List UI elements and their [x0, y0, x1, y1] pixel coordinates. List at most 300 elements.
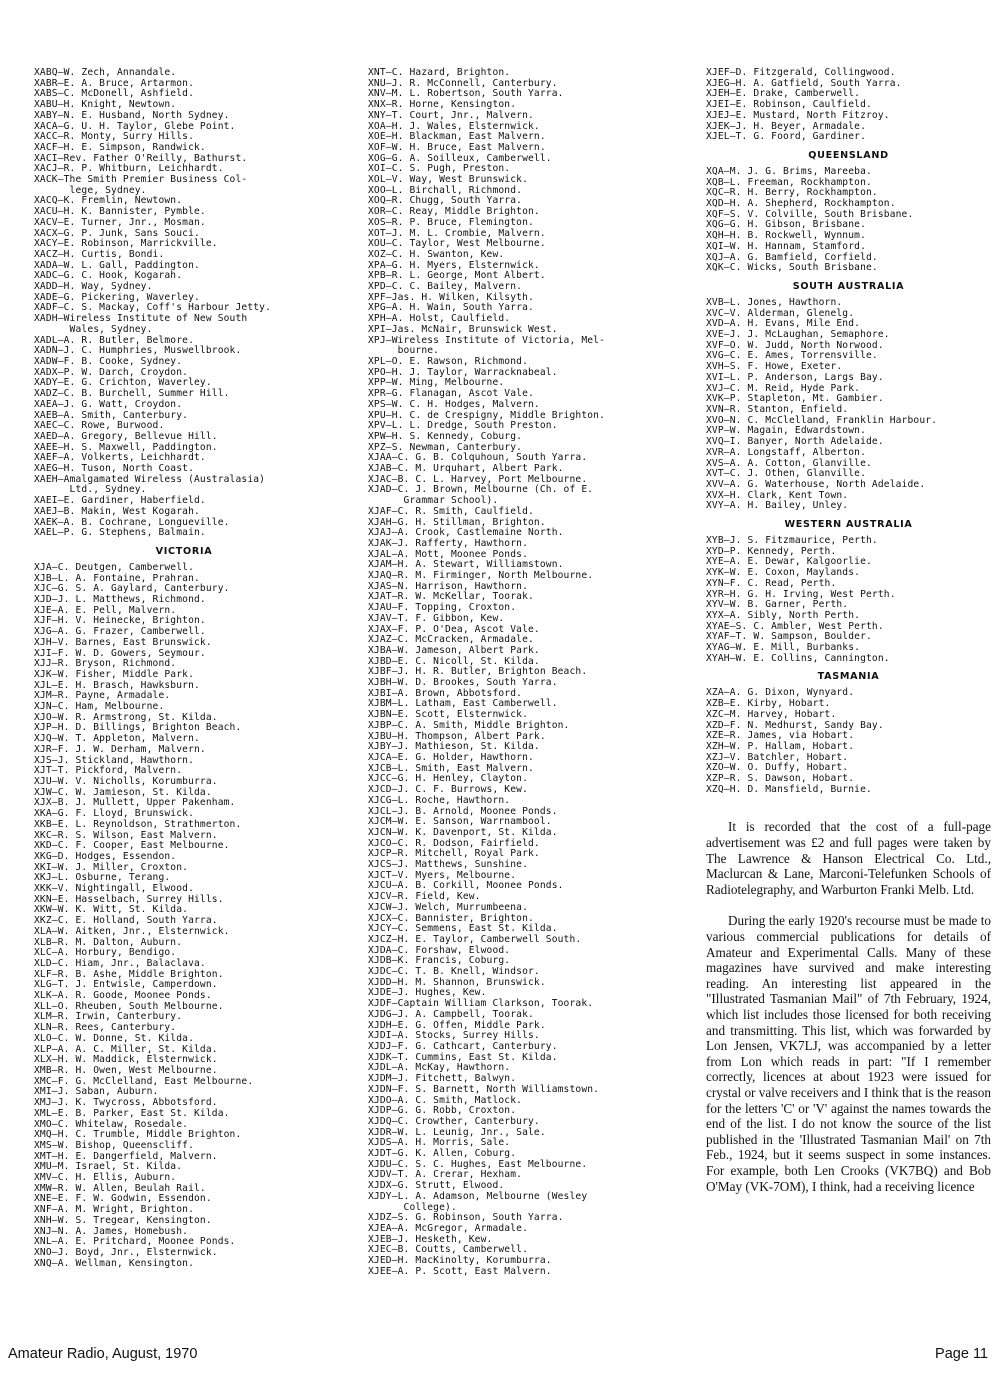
call-sign-entry: XYN—F. C. Read, Perth. — [706, 577, 837, 589]
call-sign-entry: XADA—W. L. Gall, Paddington. — [34, 259, 200, 271]
call-sign-entry: XVJ—C. M. Reid, Hyde Park. — [706, 382, 861, 394]
call-sign-entry: XYX—A. Sibly, North Perth. — [706, 609, 861, 621]
call-sign-entry: XLO—C. W. Donne, St. Kilda. — [34, 1032, 194, 1044]
call-sign-entry: XNU—J. R. McConnell, Canterbury. — [368, 77, 558, 89]
call-sign-entry: XKK—V. Nightingall, Elwood. — [34, 883, 194, 895]
call-sign-entry: XOU—C. Taylor, West Melbourne. — [368, 238, 546, 250]
western-australia-heading: WESTERN AUSTRALIA — [784, 519, 913, 531]
call-sign-entry: XYAG—W. E. Mill, Burbanks. — [706, 642, 861, 654]
call-sign-entry: XMW—R. W. Allen, Beulah Rail. — [34, 1182, 206, 1194]
call-sign-entry: XOI—C. S. Pugh, Preston. — [368, 163, 511, 175]
call-sign-entry: XJDV—T. A. Crerar, Hexham. — [368, 1169, 523, 1181]
call-sign-entry: XJO—W. R. Armstrong, St. Kilda. — [34, 711, 218, 723]
call-sign-entry: XLG—T. J. Entwisle, Camperdown. — [34, 979, 218, 991]
call-sign-entry: XOE—H. Blackman, East Malvern. — [368, 131, 546, 143]
call-sign-entry: XYR—H. G. H. Irving, West Perth. — [706, 588, 896, 600]
call-sign-entry: XABS—C. McDonell, Ashfield. — [34, 88, 194, 100]
call-sign-entry: XJBH—W. D. Brookes, South Yarra. — [368, 677, 558, 689]
call-sign-entry: XPI—Jas. McNair, Brunswick West. — [368, 323, 558, 335]
call-sign-entry: XJAV—T. F. Gibbon, Kew. — [368, 612, 505, 624]
call-sign-entry: XJS—J. Stickland, Hawthorn. — [34, 754, 194, 766]
call-sign-entry: XZB—E. Kirby, Hobart. — [706, 698, 831, 710]
call-sign-entry: XPS—W. C. H. Hodges, Malvern. — [368, 398, 540, 410]
call-sign-entry: XJBI—A. Brown, Abbotsford. — [368, 687, 523, 699]
call-sign-entry: XJDY—L. A. Adamson, Melbourne (Wesley — [368, 1190, 588, 1202]
call-sign-entry: XJG—A. G. Frazer, Camberwell. — [34, 626, 206, 638]
call-sign-entry: XJAD—C. J. Brown, Melbourne (Ch. of E. — [368, 484, 594, 496]
victoria-call-list — [34, 563, 334, 1269]
call-sign-entry: XJBA—W. Jameson, Albert Park. — [368, 644, 540, 656]
call-sign-entry: XZC—M. Harvey, Hobart. — [706, 708, 837, 720]
call-sign-entry: XLM—R. Irwin, Canterbury. — [34, 1011, 183, 1023]
call-sign-entry: XPB—R. L. George, Mont Albert. — [368, 270, 546, 282]
call-sign-entry: XOG—G. A. Soilleux, Camberwell. — [368, 152, 552, 164]
call-sign-entry: XJI—F. W. D. Gowers, Seymour. — [34, 647, 206, 659]
call-sign-entry: XPA—G. H. Myers, Elsternwick. — [368, 259, 540, 271]
call-sign-entry: XNX—R. Horne, Kensington. — [368, 99, 517, 111]
call-sign-entry: XJEG—H. A. Gatfield, South Yarra. — [706, 77, 902, 89]
call-sign-entry: XAEG—H. Tuson, North Coast. — [34, 463, 194, 475]
call-sign-entry: XJAC—B. C. L. Harvey, Port Melbourne. — [368, 473, 588, 485]
victoria-call-list-continued — [368, 68, 668, 1277]
call-sign-entry: XVI—L. P. Anderson, Largs Bay. — [706, 371, 884, 383]
call-sign-entry: XLP—A. A. C. Miller, St. Kilda. — [34, 1043, 218, 1055]
call-sign-entry: XJEC—B. Coutts, Camberwell. — [368, 1244, 528, 1256]
call-sign-entry: XABY—N. E. Husband, North Sydney. — [34, 109, 230, 121]
call-sign-entry: XQD—H. A. Shepherd, Rockhampton. — [706, 198, 896, 210]
call-sign-entry: XZQ—H. D. Mansfield, Burnie. — [706, 783, 872, 795]
call-sign-entry: XJE—A. E. Pell, Malvern. — [34, 604, 177, 616]
tasmania-heading: TASMANIA — [817, 671, 880, 683]
call-sign-entry: XAEB—A. Smith, Canterbury. — [34, 409, 189, 421]
call-sign-entry: XKN—E. Hasselbach, Surrey Hills. — [34, 893, 224, 905]
call-sign-entry: XJCM—W. E. Sanson, Warrnambool. — [368, 816, 552, 828]
call-sign-entry: XJQ—W. T. Appleton, Malvern. — [34, 733, 200, 745]
call-sign-entry: XMQ—H. C. Trumble, Middle Brighton. — [34, 1129, 242, 1141]
call-sign-entry: XJDF—Captain William Clarkson, Toorak. — [368, 998, 594, 1010]
call-sign-entry: XKA—G. F. Lloyd, Brunswick. — [34, 808, 194, 820]
call-sign-entry: XLL—O. Rheuben, South Melbourne. — [34, 1000, 224, 1012]
call-sign-entry: XADL—A. R. Butler, Belmore. — [34, 334, 194, 346]
call-sign-entry: XQK—C. Wicks, South Brisbane. — [706, 262, 878, 274]
call-sign-entry: XVS—A. A. Cotton, Glanville. — [706, 457, 872, 469]
call-sign-entry: XABQ—W. Zech, Annandale. — [34, 67, 177, 78]
call-sign-entry: XJEB—J. Hesketh, Kew. — [368, 1233, 493, 1245]
call-sign-entry: XADY—E. G. Crichton, Waverley. — [34, 377, 212, 389]
call-sign-entry: XZJ—V. Batchler, Hobart. — [706, 751, 849, 763]
call-sign-entry: XNY—T. Court, Jnr., Malvern. — [368, 109, 534, 121]
call-sign-entry: XJDQ—C. Crowther, Canterbury. — [368, 1115, 540, 1127]
call-sign-entry: XAEJ—B. Makin, West Kogarah. — [34, 505, 200, 517]
call-sign-entry: XOT—J. M. L. Crombie, Malvern. — [368, 227, 546, 239]
call-sign-entry: XJDS—A. H. Morris, Sale. — [368, 1137, 511, 1149]
call-sign-entry: XJX—B. J. Mullett, Upper Pakenham. — [34, 797, 236, 809]
call-sign-entry: XVC—V. Alderman, Glenelg. — [706, 307, 855, 319]
call-sign-entry: XJDO—A. C. Smith, Matlock. — [368, 1094, 523, 1106]
call-sign-entry: XJP—H. D. Billings, Brighton Beach. — [34, 722, 242, 734]
call-sign-entry: XVF—O. W. Judd, North Norwood. — [706, 339, 884, 351]
article-paragraph-1: It is recorded that the cost of a full-page advertisement was £2 and full pages were taken by The Lawrence & Hanson Electrical Co. Ltd., Maclurcan & Lane, Marconi-Telefunken Schools of Radiotelegraphy, and Warburton Franki Melb. Ltd. — [706, 819, 991, 897]
call-sign-entry: XAEF—A. Volkerts, Leichhardt. — [34, 452, 206, 464]
call-sign-entry: XJA—C. Deutgen, Camberwell. — [34, 561, 194, 573]
call-sign-entry: XACC—R. Monty, Surry Hills. — [34, 131, 194, 143]
call-sign-entry: XJCT—V. Myers, Melbourne. — [368, 869, 517, 881]
call-sign-entry: XNJ—N. A. James, Homebush. — [34, 1225, 189, 1237]
call-sign-entry: XJED—H. MacKinolty, Korumburra. — [368, 1255, 552, 1267]
call-sign-entry: XJBM—L. Latham, East Camberwell. — [368, 698, 558, 710]
call-sign-entry: XJAM—H. A. Stewart, Williamstown. — [368, 559, 564, 571]
call-sign-entry: XVB—L. Jones, Hawthorn. — [706, 296, 843, 308]
call-sign-entry: XJDB—K. Francis, Coburg. — [368, 955, 511, 967]
call-sign-entry: XJDM—J. Fitchett, Balwyn. — [368, 1073, 517, 1085]
call-sign-entry: XADE—G. Pickering, Waverley. — [34, 291, 200, 303]
tasmania-call-list — [706, 688, 991, 795]
call-sign-entry: XPH—A. Holst, Caulfield. — [368, 313, 511, 325]
call-sign-entry: XZD—F. N. Medhurst, Sandy Bay. — [706, 719, 884, 731]
nsw-call-list — [34, 68, 334, 539]
call-sign-entry: XJR—F. J. W. Derham, Malvern. — [34, 743, 206, 755]
call-sign-entry: Grammar School). — [368, 495, 499, 507]
call-sign-entry: XAEL—P. G. Stephens, Balmain. — [34, 527, 206, 539]
call-sign-entry: XNT—C. Hazard, Brighton. — [368, 67, 511, 78]
call-sign-entry: XPU—H. C. de Crespigny, Middle Brighton. — [368, 409, 606, 421]
call-sign-entry: XQJ—A. G. Bamfield, Corfield. — [706, 251, 878, 263]
call-sign-entry: XJAQ—R. M. Firminger, North Melbourne. — [368, 570, 594, 582]
call-sign-entry: XJCU—A. B. Corkill, Moonee Ponds. — [368, 880, 564, 892]
call-sign-entry: XJBD—E. C. Nicoll, St. Kilda. — [368, 655, 540, 667]
call-sign-entry: XNL—A. E. Pritchard, Moonee Ponds. — [34, 1236, 236, 1248]
call-sign-entry: XVK—P. Stapleton, Mt. Gambier. — [706, 393, 884, 405]
call-sign-entry: XADW—F. B. Cooke, Sydney. — [34, 355, 183, 367]
call-sign-entry: XOL—V. Way, West Brunswick. — [368, 174, 528, 186]
call-sign-entry: XACI—Rev. Father O'Reilly, Bathurst. — [34, 152, 248, 164]
call-sign-entry: XJCO—C. R. Dodson, Fairfield. — [368, 837, 540, 849]
south-australia-call-list — [706, 298, 991, 512]
call-sign-entry: XABU—H. Knight, Newtown. — [34, 99, 177, 111]
call-sign-entry: XJDX—G. Strutt, Elwood. — [368, 1180, 505, 1192]
call-sign-entry: XVE—J. J. McLaughan, Semaphore. — [706, 329, 890, 341]
call-sign-entry: XKG—D. Hodges, Essendon. — [34, 850, 177, 862]
call-sign-entry: bourne. — [368, 345, 440, 357]
call-sign-entry: XADH—Wireless Institute of New South — [34, 313, 248, 325]
call-sign-entry: XJCZ—H. E. Taylor, Camberwell South. — [368, 933, 582, 945]
call-sign-entry: XPW—H. S. Kennedy, Coburg. — [368, 430, 523, 442]
call-sign-entry: XJM—R. Payne, Armadale. — [34, 690, 171, 702]
call-sign-entry: XJEH—E. Drake, Camberwell. — [706, 88, 861, 100]
call-sign-entry: XJCY—C. Semmens, East St. Kilda. — [368, 923, 558, 935]
call-sign-entry: XJEJ—E. Mustard, North Fitzroy. — [706, 109, 890, 121]
call-sign-entry: XJCS—J. Matthews, Sunshine. — [368, 859, 528, 871]
call-sign-entry: XACV—E. Turner, Jnr., Mosman. — [34, 216, 206, 228]
call-sign-entry: XNH—W. S. Tregear, Kensington. — [34, 1214, 212, 1226]
call-sign-entry: XVP—W. Magain, Edwardstown. — [706, 425, 866, 437]
call-sign-entry: XJCW—J. Welch, Murrumbeena. — [368, 901, 528, 913]
call-sign-entry: XNQ—A. Wellman, Kensington. — [34, 1257, 194, 1269]
call-sign-entry: XQA—M. J. G. Brims, Mareeba. — [706, 165, 872, 177]
call-sign-entry: XVX—H. Clark, Kent Town. — [706, 489, 849, 501]
call-sign-entry: XJU—W. V. Nicholls, Korumburra. — [34, 776, 218, 787]
call-sign-entry: XJDC—C. T. B. Knell, Windsor. — [368, 966, 540, 978]
call-sign-entry: XYE—A. E. Dewar, Kalgoorlie. — [706, 556, 872, 568]
call-sign-entry: XPG—A. H. Wain, South Yarra. — [368, 302, 534, 314]
call-sign-entry: XACX—G. P. Junk, Sans Souci. — [34, 227, 200, 239]
call-sign-entry: XJBY—J. Mathieson, St. Kilda. — [368, 741, 540, 753]
call-sign-entry: XJAT—R. W. McKellar, Toorak. — [368, 591, 534, 603]
call-sign-entry: XJDG—J. A. Campbell, Toorak. — [368, 1008, 534, 1020]
call-sign-entry: XNF—A. M. Wright, Brighton. — [34, 1204, 194, 1216]
call-sign-entry: XACK—The Smith Premier Business Col- — [34, 174, 248, 186]
call-sign-entry: XJW—C. W. Jamieson, St. Kilda. — [34, 786, 212, 798]
call-sign-entry: XPF—Jas. H. Wilken, Kilsyth. — [368, 291, 534, 303]
call-sign-entry: XJCP—R. Mitchell, Royal Park. — [368, 848, 540, 860]
call-sign-entry: XJEK—J. H. Beyer, Armadale. — [706, 120, 866, 132]
call-sign-entry: XAED—A. Gregory, Bellevue Hill. — [34, 430, 218, 442]
call-sign-entry: XMC—F. G. McClelland, East Melbourne. — [34, 1075, 254, 1087]
call-sign-entry: XJEA—A. McGregor, Armadale. — [368, 1222, 528, 1234]
queensland-call-list — [706, 167, 991, 274]
call-sign-entry: XQC—R. H. Berry, Rockhampton. — [706, 187, 878, 199]
call-sign-entry: XZO—W. O. Duffy, Hobart. — [706, 762, 849, 774]
call-sign-entry: XZE—R. James, via Hobart. — [706, 730, 855, 742]
call-sign-entry: XVN—R. Stanton, Enfield. — [706, 403, 849, 415]
call-sign-entry: XABR—E. A. Bruce, Artarmon. — [34, 77, 194, 89]
call-sign-entry: XOR—C. Reay, Middle Brighton. — [368, 206, 540, 218]
call-sign-entry: XLD—C. Hiam, Jnr., Balaclava. — [34, 957, 206, 969]
call-sign-entry: XJDN—F. S. Barnett, North Williamstown. — [368, 1083, 600, 1095]
call-sign-entry: XJAK—J. Rafferty, Hawthorn. — [368, 537, 528, 549]
column-left — [34, 68, 334, 1269]
call-sign-entry: XAEC—C. Rowe, Burwood. — [34, 420, 165, 432]
call-sign-entry: XJAA—C. G. B. Colquhoun, South Yarra. — [368, 452, 588, 464]
call-sign-entry: XYD—P. Kennedy, Perth. — [706, 545, 837, 557]
call-sign-entry: XVR—A. Longstaff, Alberton. — [706, 446, 866, 458]
call-sign-entry: XJAJ—A. Crook, Castlemaine North. — [368, 527, 564, 539]
call-sign-entry: XLK—A. R. Goode, Moonee Ponds. — [34, 990, 212, 1002]
column-middle — [368, 68, 668, 1277]
call-sign-entry: XPZ—S. Newman, Canterbury. — [368, 441, 523, 453]
call-sign-entry: XQF—S. V. Colville, South Brisbane. — [706, 208, 914, 220]
call-sign-entry: XYK—W. E. Coxon, Maylands. — [706, 567, 861, 579]
call-sign-entry: Ltd., Sydney. — [34, 484, 147, 496]
call-sign-entry: XPR—G. Flanagan, Ascot Vale. — [368, 388, 534, 400]
call-sign-entry: XJAB—C. M. Urquhart, Albert Park. — [368, 463, 564, 475]
call-sign-entry: XJB—L. A. Fontaine, Prahran. — [34, 572, 200, 584]
call-sign-entry: XVT—C. J. Othen, Glanville. — [706, 468, 866, 480]
call-sign-entry: XJDK—T. Cummins, East St. Kilda. — [368, 1051, 558, 1063]
call-sign-entry: XJN—C. Ham, Melbourne. — [34, 701, 165, 713]
call-sign-entry: XJL—E. H. Brasch, Hawksburn. — [34, 679, 200, 691]
call-sign-entry: XAEK—A. B. Cochrane, Longueville. — [34, 516, 230, 528]
call-sign-entry: XVY—A. H. Bailey, Unley. — [706, 500, 849, 512]
call-sign-entry: XMI—J. Saban, Auburn. — [34, 1086, 159, 1098]
call-sign-entry: XADD—H. Way, Sydney. — [34, 281, 153, 293]
call-sign-entry: XYAH—W. E. Collins, Cannington. — [706, 652, 890, 664]
call-sign-entry: Wales, Sydney. — [34, 323, 153, 335]
call-sign-entry: XAEI—E. Gardiner, Haberfield. — [34, 495, 206, 507]
call-sign-entry: XJDT—G. K. Allen, Coburg. — [368, 1148, 517, 1160]
call-sign-entry: XJAH—G. H. Stillman, Brighton. — [368, 516, 546, 528]
call-sign-entry: XPO—H. J. Taylor, Warracknabeal. — [368, 366, 558, 378]
call-sign-entry: XJEE—A. P. Scott, East Malvern. — [368, 1265, 552, 1277]
call-sign-entry: XLB—R. M. Dalton, Auburn. — [34, 936, 183, 948]
call-sign-entry: XOQ—R. Chugg, South Yarra. — [368, 195, 523, 207]
call-sign-entry: XJBF—J. H. R. Butler, Brighton Beach. — [368, 666, 588, 678]
call-sign-entry: XMB—R. H. Owen, West Melbourne. — [34, 1064, 218, 1076]
call-sign-entry: XJCA—E. G. Holder, Hawthorn. — [368, 752, 534, 763]
call-sign-entry: XPL—O. E. Rawson, Richmond. — [368, 355, 528, 367]
call-sign-entry: XOS—R. P. Bruce, Flemington. — [368, 216, 534, 228]
call-sign-entry: XKW—W. K. Witt, St. Kilda. — [34, 904, 189, 916]
call-sign-entry: College). — [368, 1201, 457, 1213]
victoria-heading: VICTORIA — [155, 545, 213, 557]
call-sign-entry: XMS—W. Bishop, Queenscliff. — [34, 1139, 194, 1151]
call-sign-entry: XKZ—C. E. Holland, South Yarra. — [34, 915, 218, 927]
call-sign-entry: XACQ—K. Fremlin, Newtown. — [34, 195, 183, 207]
call-sign-entry: XJT—T. Pickford, Malvern. — [34, 765, 183, 777]
call-sign-entry: XJDA—C. Forshaw, Elwood. — [368, 944, 511, 956]
call-sign-entry: XNV—M. L. Robertson, South Yarra. — [368, 88, 564, 100]
call-sign-entry: XADC—G. C. Hook, Kogarah. — [34, 270, 183, 282]
call-sign-entry: XJCG—L. Roche, Hawthorn. — [368, 794, 511, 806]
call-sign-entry: XNO—J. Boyd, Jnr., Elsternwick. — [34, 1246, 218, 1258]
article-paragraph-2: During the early 1920's recourse must be made to various commercial publications for details of Amateur and Experimental Calls. Many of these magazines have survived and make interesting reading. An interesting list appeared in the "Illustrated Tasmanian Mail" of 7th February, 1924, which list includes those licensed for both receiving and transmitting. This list, which was forwarded by Lon Jensen, VK7LJ, was accompanied by a letter from Lon which reads in part: "If I remember correctly, licences at about 1923 were issued for crystal or valve receivers and I think that is the reason for the letters 'C' or 'V' against the names towards the end of the list. I do not know the source of the list published in the 'Illustrated Tasmanian Mail' on 7th Feb., 1924, but it seems suspect in some instances. For example, both Len Crooks (VK7BQ) and Bob O'May (VK-7OM), I think, had a receiving licence — [706, 913, 991, 1194]
call-sign-entry: XJEL—T. G. Foord, Gardiner. — [706, 131, 866, 143]
footer-publication: Amateur Radio, August, 1970 — [8, 1346, 198, 1362]
call-sign-entry: XYAE—S. C. Ambler, West Perth. — [706, 620, 884, 632]
call-sign-entry: XJAX—F. P. O'Dea, Ascot Vale. — [368, 623, 540, 635]
call-sign-entry: XYV—W. B. Garner, Perth. — [706, 599, 849, 611]
call-sign-entry: XVV—A. G. Waterhouse, North Adelaide. — [706, 478, 926, 490]
call-sign-entry: XZP—R. S. Dawson, Hobart. — [706, 773, 855, 785]
call-sign-entry: XQG—G. H. Gibson, Brisbane. — [706, 219, 866, 231]
call-sign-entry: XLC—A. Horbury, Bendigo. — [34, 947, 177, 959]
call-sign-entry: XAEE—H. S. Maxwell, Paddington. — [34, 441, 218, 453]
call-sign-entry: XJAF—C. R. Smith, Caulfield. — [368, 505, 534, 517]
call-sign-entry: XJCN—W. K. Davenport, St. Kilda. — [368, 826, 558, 838]
call-sign-entry: XACJ—R. P. Whitburn, Leichhardt. — [34, 163, 224, 175]
call-sign-entry: XJC—G. S. A. Gaylard, Canterbury. — [34, 583, 230, 595]
call-sign-entry: XLX—H. W. Maddick, Elsternwick. — [34, 1054, 218, 1066]
call-sign-entry: XML—E. B. Parker, East St. Kilda. — [34, 1107, 230, 1119]
call-sign-entry: XJAL—A. Mott, Moonee Ponds. — [368, 548, 528, 560]
call-sign-entry: XKB—E. L. Reynoldson, Strathmerton. — [34, 818, 242, 830]
call-sign-entry: XAEH—Amalgamated Wireless (Australasia) — [34, 473, 266, 485]
call-sign-entry: XZA—A. G. Dixon, Wynyard. — [706, 687, 855, 699]
call-sign-entry: XKC—R. S. Wilson, East Malvern. — [34, 829, 218, 841]
call-sign-entry: XLF—R. B. Ashe, Middle Brighton. — [34, 968, 224, 980]
call-sign-entry: XACF—H. E. Simpson, Randwick. — [34, 141, 206, 153]
call-sign-entry: XMT—H. E. Dangerfield, Malvern. — [34, 1150, 218, 1162]
call-sign-entry: XJCL—J. B. Arnold, Moonee Ponds. — [368, 805, 558, 817]
call-sign-entry: XMJ—J. K. Twycross, Abbotsford. — [34, 1097, 218, 1109]
call-sign-entry: XOO—L. Birchall, Richmond. — [368, 184, 523, 196]
call-sign-entry: XJDL—A. McKay, Hawthorn. — [368, 1062, 511, 1074]
call-sign-entry: XJAZ—C. McCracken, Armadale. — [368, 634, 534, 646]
call-sign-entry: XADZ—C. B. Burchell, Summer Hill. — [34, 388, 230, 400]
call-sign-entry: XJCC—G. H. Henley, Clayton. — [368, 773, 528, 785]
call-sign-entry: XADN—J. C. Humphries, Muswellbrook. — [34, 345, 242, 357]
call-sign-entry: XACY—E. Robinson, Marrickville. — [34, 238, 218, 250]
western-australia-call-list — [706, 536, 991, 664]
call-sign-entry: lege, Sydney. — [34, 184, 147, 196]
call-sign-entry: XJBP—C. A. Smith, Middle Brighton. — [368, 719, 570, 731]
call-sign-entry: XPV—L. L. Dredge, South Preston. — [368, 420, 558, 432]
call-sign-entry: XPD—C. C. Bailey, Malvern. — [368, 281, 523, 293]
call-sign-entry: XJK—W. Fisher, Middle Park. — [34, 668, 194, 680]
call-sign-entry: XJD—J. L. Matthews, Richmond. — [34, 594, 206, 606]
call-sign-entry: XQB—L. Freeman, Rockhampton. — [706, 176, 872, 188]
call-sign-entry: XLN—R. Rees, Canterbury. — [34, 1022, 177, 1034]
column-right — [706, 68, 991, 1194]
call-sign-entry: XJCV—R. Field, Kew. — [368, 891, 481, 903]
call-sign-entry: XADF—C. S. Mackay, Coff's Harbour Jetty. — [34, 302, 272, 314]
call-sign-entry: XADX—P. W. Darch, Croydon. — [34, 366, 189, 378]
call-sign-entry: XJEF—D. Fitzgerald, Collingwood. — [706, 67, 896, 78]
call-sign-entry: XVG—C. E. Ames, Torrensville. — [706, 350, 878, 362]
call-sign-entry: XYAF—T. W. Sampson, Boulder. — [706, 631, 872, 643]
call-sign-entry: XQI—W. H. Hannam, Stamford. — [706, 240, 866, 252]
call-sign-entry: XKJ—L. Osburne, Terang. — [34, 872, 171, 884]
footer-page-number: Page 11 — [935, 1346, 988, 1362]
call-sign-entry: XJBU—H. Thompson, Albert Park. — [368, 730, 546, 742]
call-sign-entry: XJAU—F. Topping, Croxton. — [368, 602, 517, 614]
south-australia-heading: SOUTH AUSTRALIA — [792, 280, 905, 292]
call-sign-entry: XPJ—Wireless Institute of Victoria, Mel- — [368, 334, 606, 346]
call-sign-entry: XACU—H. K. Bannister, Pymble. — [34, 206, 206, 218]
call-sign-entry: XMO—C. Whitelaw, Rosedale. — [34, 1118, 189, 1130]
call-sign-entry: XJDP—G. G. Robb, Croxton. — [368, 1105, 517, 1117]
call-sign-entry: XOZ—C. H. Swanton, Kew. — [368, 248, 505, 260]
call-sign-entry: XVQ—I. Banyer, North Adelaide. — [706, 436, 884, 448]
call-sign-entry: XJDZ—S. G. Robinson, South Yarra. — [368, 1212, 564, 1224]
call-sign-entry: XOA—H. J. Wales, Elsternwick. — [368, 120, 540, 132]
call-sign-entry: XJDH—E. G. Offen, Middle Park. — [368, 1019, 546, 1031]
call-sign-entry: XKI—W. J. Miller, Croxton. — [34, 861, 189, 873]
call-sign-entry: XQH—H. B. Rockwell, Wynnum. — [706, 230, 866, 242]
call-sign-entry: XJAS—N. Harrison, Hawthorn. — [368, 580, 528, 592]
call-sign-entry: XJCB—L. Smith, East Malvern. — [368, 762, 534, 774]
call-sign-entry: XKD—C. F. Cooper, East Melbourne. — [34, 840, 230, 852]
call-sign-entry: XJDU—C. S. C. Hughes, East Melbourne. — [368, 1158, 588, 1170]
call-sign-entry: XMU—M. Israel, St. Kilda. — [34, 1161, 183, 1173]
call-sign-entry: XJEI—E. Robinson, Caulfield. — [706, 99, 872, 111]
call-sign-entry: XJJ—R. Bryson, Richmond. — [34, 658, 177, 670]
call-sign-entry: XAEA—J. G. Watt, Croydon. — [34, 398, 183, 410]
call-sign-entry: XJDR—W. L. Leunig, Jnr., Sale. — [368, 1126, 546, 1138]
call-sign-entry: XACZ—H. Curtis, Bondi. — [34, 248, 165, 260]
call-sign-entry: XYB—J. S. Fitzmaurice, Perth. — [706, 535, 878, 547]
call-sign-entry: XVD—A. H. Evans, Mile End. — [706, 318, 861, 330]
call-sign-entry: XNE—E. F. W. Godwin, Essendon. — [34, 1193, 212, 1205]
call-sign-entry: XVH—S. F. Howe, Exeter. — [706, 361, 843, 373]
call-sign-entry: XZH—W. P. Hallam, Hobart. — [706, 740, 855, 752]
call-sign-entry: XJDI—A. Stocks, Surrey Hills. — [368, 1030, 540, 1042]
call-sign-entry: XPP—W. Ming, Melbourne. — [368, 377, 505, 389]
call-sign-entry: XJF—H. V. Heinecke, Brighton. — [34, 615, 206, 627]
victoria-call-list-end — [706, 68, 991, 143]
call-sign-entry: XLA—W. Aitken, Jnr., Elsternwick. — [34, 925, 230, 937]
call-sign-entry: XACA—G. U. H. Taylor, Glebe Point. — [34, 120, 236, 132]
call-sign-entry: XJBN—E. Scott, Elsternwick. — [368, 709, 528, 721]
call-sign-entry: XJDD—H. M. Shannon, Brunswick. — [368, 976, 546, 988]
call-sign-entry: XJCD—J. C. F. Burrows, Kew. — [368, 784, 528, 796]
call-sign-entry: XJDJ—F. G. Cathcart, Canterbury. — [368, 1040, 558, 1052]
call-sign-entry: XJCX—C. Bannister, Brighton. — [368, 912, 534, 924]
call-sign-entry: XMV—C. H. Ellis, Auburn. — [34, 1172, 177, 1184]
call-sign-entry: XJH—V. Barnes, East Brunswick. — [34, 636, 212, 648]
call-sign-entry: XJDE—J. Hughes, Kew. — [368, 987, 487, 999]
call-sign-entry: XVO—N. C. McClelland, Franklin Harbour. — [706, 414, 938, 426]
